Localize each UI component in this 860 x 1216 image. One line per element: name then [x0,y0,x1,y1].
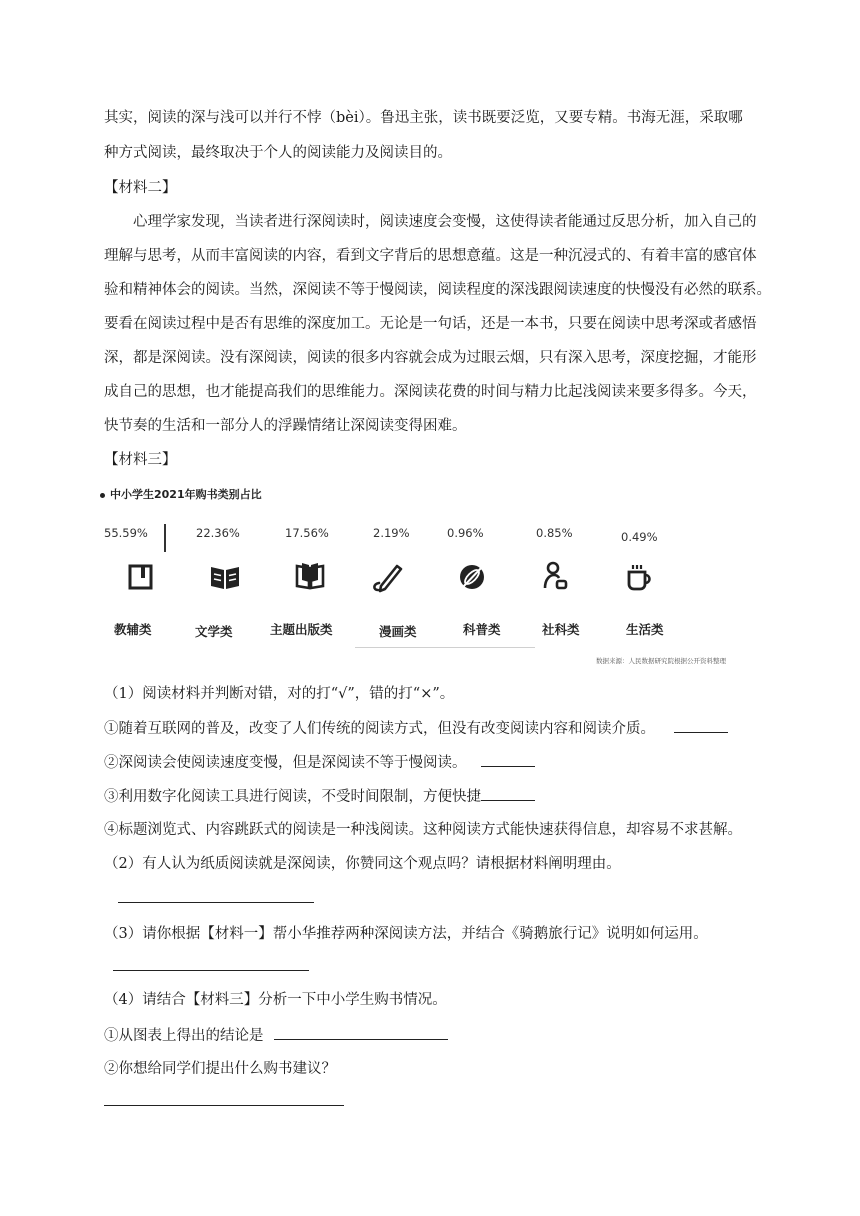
answer-blank[interactable] [481,752,535,767]
divider-line [164,524,166,552]
atom-icon [457,562,487,592]
question-4-item-a: ①从图表上得出的结论是 [104,1025,448,1046]
cup-icon [624,562,656,592]
open-book-icon [209,562,241,592]
percentage-label: 0.85% [536,526,573,540]
percentage-label: 22.36% [196,526,240,540]
answer-line[interactable] [113,970,309,971]
question-1: （1）阅读材料并判断对错，对的打“√”，错的打“×”。 [104,686,455,702]
paragraph-line: 理解与思考，从而丰富阅读的内容，看到文字背后的思想意蕴。这是一种沉浸式的、有着丰富的感官体 [104,248,757,264]
answer-line[interactable] [104,1105,344,1106]
category-label: 文学类 [195,624,233,639]
bullet-icon [100,493,105,498]
question-4: （4）请结合【材料三】分析一下中小学生购书情况。 [104,992,447,1008]
question-1-item-a: ①随着互联网的普及，改变了人们传统的阅读方式，但没有改变阅读内容和阅读介质。 [104,718,728,739]
people-icon [541,560,571,592]
category-label: 社科类 [542,622,580,637]
book-icon [126,562,156,592]
paragraph-line: 成自己的思想，也才能提高我们的思维能力。深阅读花费的时间与精力比起浅阅读来要多得多。今天， [104,384,757,400]
paragraph-line: 其实，阅读的深与浅可以并行不悖（bèi）。鲁迅主张，读书既要泛览，又要专精。书海无涯，采取哪 [104,110,743,126]
separator-line [355,647,535,648]
question-1-item-c: ③利用数字化阅读工具进行阅读，不受时间限制，方便快捷 [104,786,535,807]
question-3: （3）请你根据【材料一】帮小华推荐两种深阅读方法，并结合《骑鹅旅行记》说明如何运用。 [104,926,708,942]
data-source-note: 数据来源：人民数据研究院根据公开资料整理 [596,657,726,665]
answer-line[interactable] [118,902,314,903]
percentage-label: 0.49% [621,530,658,544]
pen-icon [370,560,404,594]
material-three-heading: 【材料三】 [104,452,177,468]
percentage-label: 2.19% [373,526,410,540]
category-label: 生活类 [626,622,664,637]
infographic-title: 中小学生2021年购书类别占比 [100,486,262,502]
question-2: （2）有人认为纸质阅读就是深阅读，你赞同这个观点吗？请根据材料阐明理由。 [104,856,621,872]
paragraph-line: 快节奏的生活和一部分人的浮躁情绪让深阅读变得困难。 [104,418,467,434]
reading-book-icon [294,560,326,592]
category-label: 科普类 [463,622,501,637]
paragraph-line: 种方式阅读，最终取决于个人的阅读能力及阅读目的。 [104,145,452,161]
percentage-label: 55.59% [104,526,148,540]
category-label: 主题出版类 [270,622,333,637]
percentage-label: 17.56% [285,526,329,540]
question-1-item-d: ④标题浏览式、内容跳跃式的阅读是一种浅阅读。这种阅读方式能快速获得信息，却容易不求甚解。 [104,822,742,838]
answer-blank[interactable] [274,1025,448,1040]
answer-blank[interactable] [481,786,535,801]
material-two-heading: 【材料二】 [104,180,177,196]
category-label: 教辅类 [114,622,152,637]
category-label: 漫画类 [379,624,417,639]
paragraph-line: 心理学家发现，当读者进行深阅读时，阅读速度会变慢，这使得读者能通过反思分析，加入自己的 [133,214,757,230]
paragraph-line: 验和精神体会的阅读。当然，深阅读不等于慢阅读，阅读程度的深浅跟阅读速度的快慢没有必然的联系。 [104,282,771,298]
question-4-item-b: ②你想给同学们提出什么购书建议？ [104,1061,336,1077]
paragraph-line: 深，都是深阅读。没有深阅读，阅读的很多内容就会成为过眼云烟，只有深入思考，深度挖掘，才能形 [104,350,757,366]
answer-blank[interactable] [674,718,728,733]
question-1-item-b: ②深阅读会使阅读速度变慢，但是深阅读不等于慢阅读。 [104,752,535,773]
book-purchase-infographic [100,482,726,672]
paragraph-line: 要看在阅读过程中是否有思维的深度加工。无论是一句话，还是一本书，只要在阅读中思考深或者感悟 [104,316,757,332]
percentage-label: 0.96% [447,526,484,540]
